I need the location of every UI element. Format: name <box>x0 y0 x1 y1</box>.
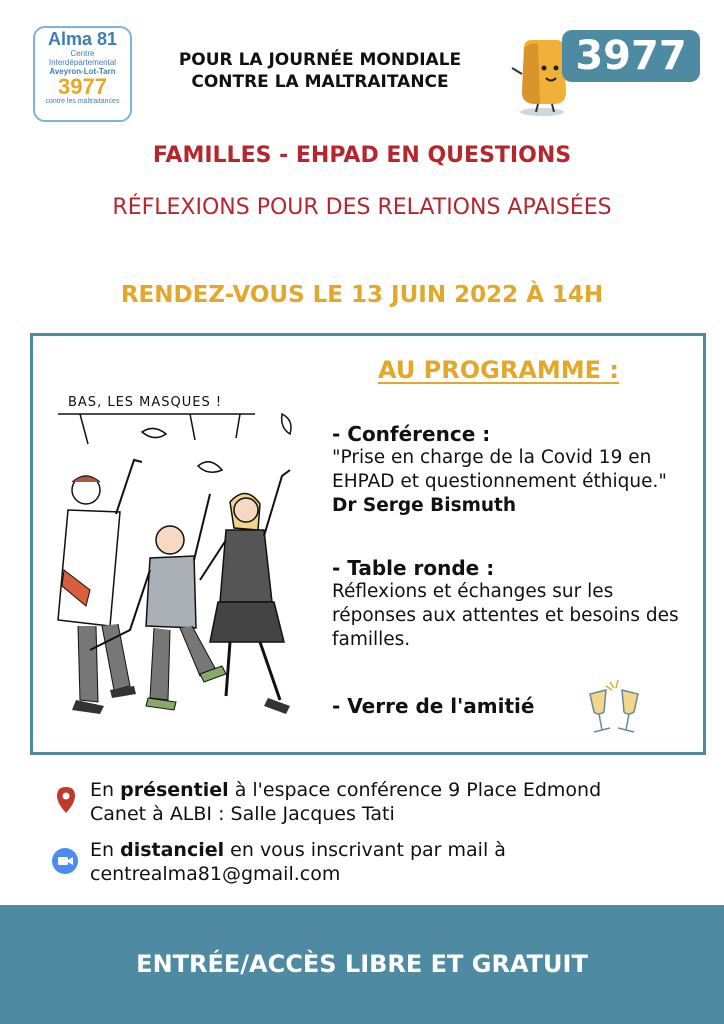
conference-title: "Prise en charge de la Covid 19 en EHPAD et questionnement éthique." <box>332 447 667 492</box>
presentiel-label: présentiel <box>120 779 229 801</box>
program-title: AU PROGRAMME : <box>378 356 620 384</box>
distanciel-label: distanciel <box>120 839 225 861</box>
distanciel-prefix: En <box>90 839 115 861</box>
header-line-2: CONTRE LA MALTRAITANCE <box>191 72 449 92</box>
cartoon-illustration <box>50 380 320 730</box>
program-round-table <box>332 556 692 652</box>
page-subtitle: RÉFLEXIONS POUR DES RELATIONS APAISÉES <box>112 195 612 220</box>
presentiel-prefix: En <box>90 779 115 801</box>
logo-region: Aveyron-Lot-Tarn <box>49 67 116 76</box>
logo-tagline: contre les maltraitances <box>45 98 120 105</box>
alma81-logo <box>33 26 132 122</box>
event-date: RENDEZ-VOUS LE 13 JUIN 2022 À 14H <box>120 282 604 308</box>
hotline-badge: 3977 <box>562 30 700 82</box>
footer-text: ENTRÉE/ACCÈS LIBRE ET GRATUIT <box>136 950 588 978</box>
champagne-glasses-icon <box>580 676 648 738</box>
program-reception: - Verre de l'amitié <box>332 694 535 718</box>
info-presentiel <box>90 778 650 826</box>
cartoon-speech: BAS, LES MASQUES ! <box>68 395 223 410</box>
round-table-heading: - Table ronde : <box>332 556 495 580</box>
video-camera-icon <box>52 848 78 874</box>
logo-centre: Centre <box>70 49 95 58</box>
page-title: FAMILLES - EHPAD EN QUESTIONS <box>152 143 572 168</box>
logo-title: Alma 81 <box>47 29 118 49</box>
distanciel-text: en vous inscrivant par mail à centrealma81@gmail.com <box>90 839 506 885</box>
round-table-description: Réflexions et échanges sur les réponses aux attentes et besoins des familles. <box>332 581 679 650</box>
presentiel-address: à l'espace conférence 9 Place Edmond Canet à ALBI : Salle Jacques Tati <box>90 779 602 825</box>
map-pin-icon <box>56 786 76 814</box>
logo-interdepartemental: Interdépartemental <box>48 58 117 67</box>
logo-number: 3977 <box>58 74 107 99</box>
conference-heading: - Conférence : <box>332 422 491 446</box>
info-distanciel <box>90 838 650 886</box>
program-conference <box>332 422 692 518</box>
conference-speaker: Dr Serge Bismuth <box>332 495 517 516</box>
header-line-1: POUR LA JOURNÉE MONDIALE <box>178 50 462 70</box>
